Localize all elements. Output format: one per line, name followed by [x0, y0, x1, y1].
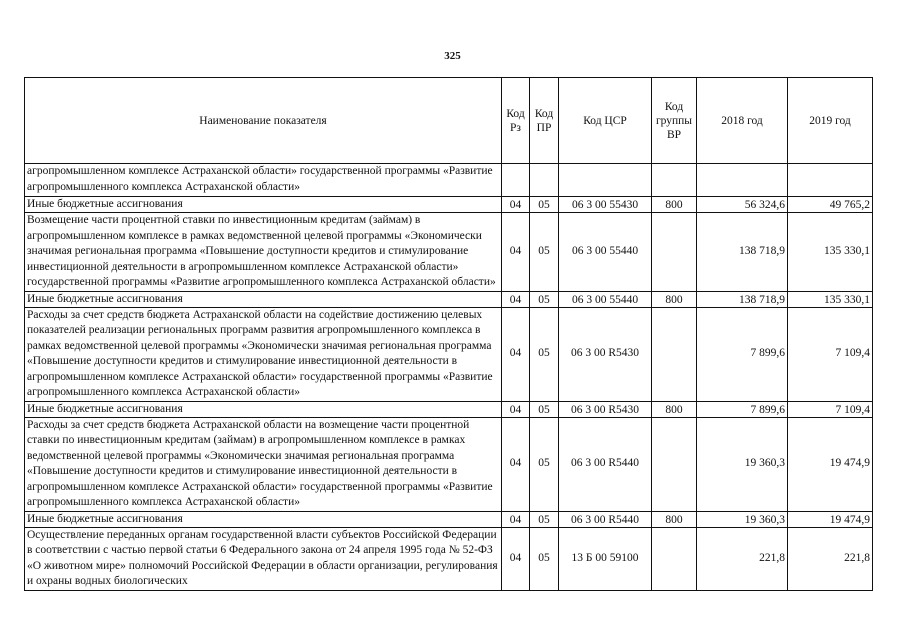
- header-pr: Код ПР: [530, 78, 559, 164]
- row-2019: 7 109,4: [788, 401, 873, 417]
- row-2019: 19 474,9: [788, 511, 873, 527]
- row-2018: [697, 164, 788, 197]
- row-rz: 04: [502, 401, 530, 417]
- row-2018: 19 360,3: [697, 511, 788, 527]
- row-2019: 49 765,2: [788, 197, 873, 213]
- row-pr: 05: [530, 307, 559, 401]
- row-rz: 04: [502, 291, 530, 307]
- row-vr: 800: [652, 197, 697, 213]
- row-name: Иные бюджетные ассигнования: [25, 401, 502, 417]
- row-2018: 56 324,6: [697, 197, 788, 213]
- table-row: [25, 417, 873, 511]
- row-2018: 221,8: [697, 527, 788, 590]
- table-row: [25, 213, 873, 292]
- row-rz: 04: [502, 307, 530, 401]
- table-header-row: [25, 78, 873, 164]
- row-pr: 05: [530, 291, 559, 307]
- row-rz: 04: [502, 417, 530, 511]
- table-row: [25, 291, 873, 307]
- row-rz: 04: [502, 197, 530, 213]
- row-csr: 06 3 00 R5440: [559, 417, 652, 511]
- row-vr: [652, 527, 697, 590]
- row-2018: 7 899,6: [697, 401, 788, 417]
- row-rz: 04: [502, 527, 530, 590]
- row-2019: 221,8: [788, 527, 873, 590]
- row-name: Иные бюджетные ассигнования: [25, 291, 502, 307]
- row-csr: 06 3 00 R5430: [559, 307, 652, 401]
- row-2018: 19 360,3: [697, 417, 788, 511]
- row-vr: [652, 307, 697, 401]
- row-2018: 7 899,6: [697, 307, 788, 401]
- row-pr: 05: [530, 527, 559, 590]
- header-rz: Код Рз: [502, 78, 530, 164]
- row-name: Возмещение части процентной ставки по инвестиционным кредитам (займам) в агропромышленном комплексе в рамках ведомственной целевой программы «Экономически значимая региональная программа «Повышение доступности кредитов и стимулирование инвестиционной деятельности в агропромышленном комплексе Астраханской области» государственной программы «Развитие агропромышленного комплекса Астраханской области»: [25, 213, 502, 292]
- row-csr: 06 3 00 55440: [559, 291, 652, 307]
- row-pr: 05: [530, 511, 559, 527]
- row-csr: 06 3 00 55430: [559, 197, 652, 213]
- row-name: Иные бюджетные ассигнования: [25, 197, 502, 213]
- header-2019: 2019 год: [788, 78, 873, 164]
- row-name: агропромышленном комплексе Астраханской области» государственной программы «Развитие агропромышленного комплекса Астраханской области»: [25, 164, 502, 197]
- page-number: 325: [444, 50, 461, 62]
- row-name: Расходы за счет средств бюджета Астраханской области на возмещение части процентной ставки по инвестиционным кредитам (займам) в агропромышленном комплексе в рамках ведомственной целевой программы «Экономически значимая региональная программа «Повышение доступности кредитов и стимулирование инвестиционной деятельности в агропромышленном комплексе Астраханской области» государственной программы «Развитие агропромышленного комплекса Астраханской области»: [25, 417, 502, 511]
- row-vr: 800: [652, 401, 697, 417]
- row-csr: [559, 164, 652, 197]
- row-pr: 05: [530, 213, 559, 292]
- header-csr: Код ЦСР: [559, 78, 652, 164]
- row-name: Иные бюджетные ассигнования: [25, 511, 502, 527]
- row-vr: 800: [652, 511, 697, 527]
- row-vr: 800: [652, 291, 697, 307]
- row-2018: 138 718,9: [697, 213, 788, 292]
- row-name: Осуществление переданных органам государственной власти субъектов Российской Федерации в соответствии с частью первой статьи 6 Федерального закона от 24 апреля 1995 года № 52-ФЗ «О животном мире» полномочий Российской Федерации в области организации, регулирования и охраны водных биологических: [25, 527, 502, 590]
- row-2019: 7 109,4: [788, 307, 873, 401]
- header-vr: Код группы ВР: [652, 78, 697, 164]
- table-row: [25, 527, 873, 590]
- row-2019: 19 474,9: [788, 417, 873, 511]
- row-vr: [652, 164, 697, 197]
- row-name: Расходы за счет средств бюджета Астраханской области на содействие достижению целевых показателей реализации региональных программ развития агропромышленного комплекса в рамках ведомственной целевой программы «Экономически значимая региональная программа «Повышение доступности кредитов и стимулирование инвестиционной деятельности в агропромышленном комплексе Астраханской области» государственной программы «Развитие агропромышленного комплекса Астраханской области»: [25, 307, 502, 401]
- row-2019: 135 330,1: [788, 213, 873, 292]
- row-pr: 05: [530, 417, 559, 511]
- row-rz: 04: [502, 213, 530, 292]
- row-rz: [502, 164, 530, 197]
- row-csr: 13 Б 00 59100: [559, 527, 652, 590]
- table-row: [25, 401, 873, 417]
- row-csr: 06 3 00 R5430: [559, 401, 652, 417]
- row-2019: [788, 164, 873, 197]
- table-row: [25, 511, 873, 527]
- row-rz: 04: [502, 511, 530, 527]
- table-row: [25, 197, 873, 213]
- header-name: Наименование показателя: [25, 78, 502, 164]
- row-csr: 06 3 00 55440: [559, 213, 652, 292]
- row-pr: 05: [530, 401, 559, 417]
- table-row: [25, 307, 873, 401]
- row-2018: 138 718,9: [697, 291, 788, 307]
- row-pr: 05: [530, 197, 559, 213]
- table-row: [25, 164, 873, 197]
- row-vr: [652, 417, 697, 511]
- header-2018: 2018 год: [697, 78, 788, 164]
- row-csr: 06 3 00 R5440: [559, 511, 652, 527]
- row-2019: 135 330,1: [788, 291, 873, 307]
- row-pr: [530, 164, 559, 197]
- budget-table: [24, 77, 873, 591]
- row-vr: [652, 213, 697, 292]
